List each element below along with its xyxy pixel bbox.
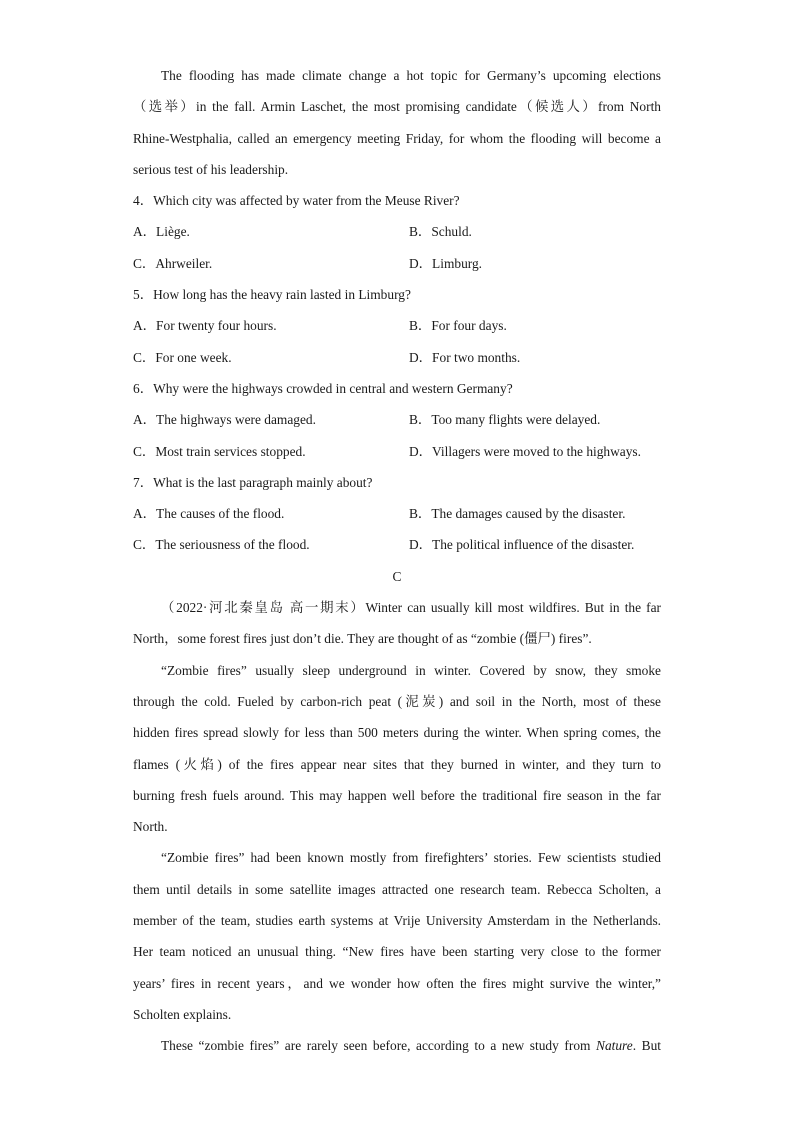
text-run: These “zombie fires” are rarely seen before, according to a new study from [161,1038,597,1054]
text-line: flames (火焰) of the fires appear near sites that they burned in winter, and they turn to [133,756,661,772]
option-d[interactable]: D．The political influence of the disaster. [409,537,635,553]
question-5 [133,279,661,373]
intro-paragraph [133,60,661,185]
passage-c-paragraph-3 [133,842,661,1030]
section-heading: C [392,568,402,584]
option-row [133,310,661,341]
option-b[interactable]: B．Too many flights were delayed. [409,412,601,428]
text-line: member of the team, studies earth systems at Vrije University Amsterdam in the Netherlands. [133,913,661,929]
text-line: North. [133,819,168,835]
text-line [133,1030,661,1061]
text-line: “Zombie fires” had been known mostly from firefighters’ stories. Few scientists studied [161,850,661,866]
passage-c-paragraph-1 [133,592,661,655]
option-d[interactable]: D．Villagers were moved to the highways. [409,443,641,459]
question-stem: 7．What is the last paragraph mainly about? [133,474,373,490]
text-line: Her team noticed an unusual thing. “New fires have been starting very close to the former [133,944,661,960]
text-line: hidden fires spread slowly for less than 500 meters during the winter. When spring comes, the [133,725,661,741]
text-line: （2022·河北秦皇岛 高一期末）Winter can usually kill most wildfires. But in the far [161,600,661,616]
option-c[interactable]: C．The seriousness of the flood. [133,537,310,553]
option-a[interactable]: A．Liège. [133,224,190,240]
text-line: Rhine-Westphalia, called an emergency meeting Friday, for whom the flooding will become a [133,130,661,146]
option-b[interactable]: B．Schuld. [409,224,472,240]
option-b[interactable]: B．For four days. [409,318,507,334]
question-stem: 5．How long has the heavy rain lasted in Limburg? [133,287,411,303]
option-a[interactable]: A．The highways were damaged. [133,412,316,428]
text-line: burning fresh fuels around. This may happen well before the traditional fire season in the far [133,787,661,803]
document-page [133,60,661,1062]
option-d[interactable]: D．Limburg. [409,255,483,271]
question-stem: 6．Why were the highways crowded in central and western Germany? [133,380,513,396]
text-line: （选举）in the fall. Armin Laschet, the most promising candidate（候选人）from North [133,99,661,115]
option-b[interactable]: B．The damages caused by the disaster. [409,506,626,522]
option-row [133,436,661,467]
option-row [133,404,661,435]
option-row [133,216,661,247]
option-row [133,248,661,279]
passage-c-paragraph-4 [133,1030,661,1061]
text-line: The flooding has made climate change a hot topic for Germany’s upcoming elections [161,68,661,83]
text-line: “Zombie fires” usually sleep underground in winter. Covered by snow, they smoke [161,662,661,678]
text-line: years’ fires in recent years，and we wonder how often the fires might survive the winter,” [133,975,661,991]
option-c[interactable]: C．Most train services stopped. [133,443,306,459]
journal-name: Nature [596,1038,633,1054]
option-d[interactable]: D．For two months. [409,349,521,365]
question-stem: 4．Which city was affected by water from the Meuse River? [133,193,460,209]
option-c[interactable]: C．For one week. [133,349,232,365]
option-row [133,529,661,560]
text-line: through the cold. Fueled by carbon-rich peat (泥炭) and soil in the North, most of these [133,693,661,709]
option-c[interactable]: C．Ahrweiler. [133,255,213,271]
passage-c-paragraph-2 [133,655,661,843]
text-line: them until details in some satellite images attracted one research team. Rebecca Scholten, a [133,881,661,897]
option-row [133,342,661,373]
question-7 [133,467,661,561]
text-line: North，some forest fires just don’t die. They are thought of as “zombie (僵尸) fires”. [133,631,592,647]
text-line: Scholten explains. [133,1006,232,1022]
question-6 [133,373,661,467]
option-a[interactable]: A．For twenty four hours. [133,318,277,334]
option-a[interactable]: A．The causes of the flood. [133,506,285,522]
text-run: . But [632,1038,661,1054]
option-row [133,498,661,529]
text-line: serious test of his leadership. [133,161,289,177]
question-4 [133,185,661,279]
